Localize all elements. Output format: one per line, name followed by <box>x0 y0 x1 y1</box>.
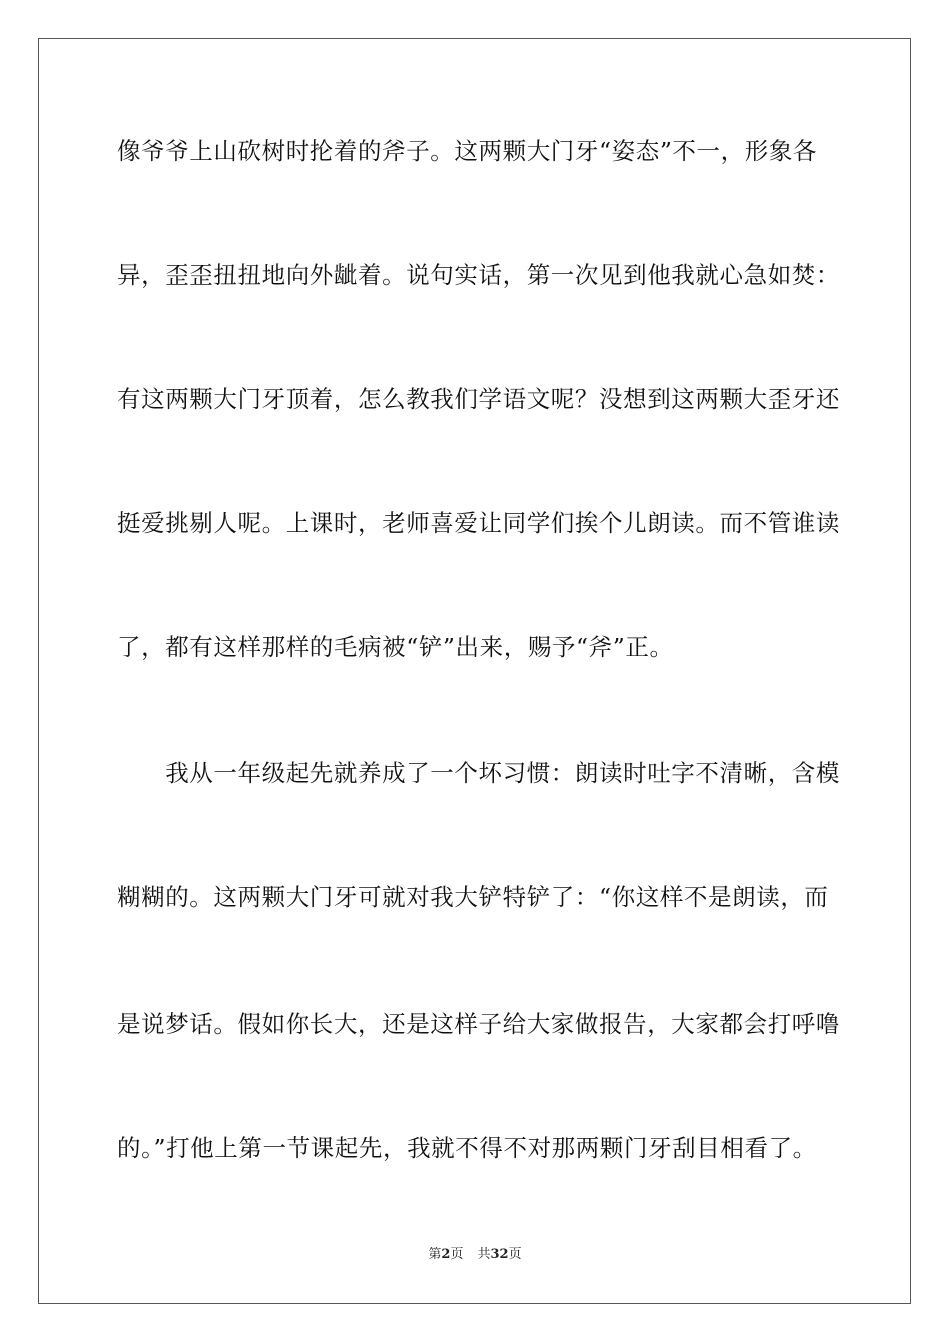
total-page-number: 32 <box>490 1247 509 1262</box>
page-footer <box>0 1246 950 1264</box>
page-suffix: 页 <box>450 1247 464 1262</box>
text-line-2: 异，歪歪扭扭地向外龇着。说句实话，第一次见到他我就心急如焚： <box>117 261 840 289</box>
text-line-4: 挺爱挑剔人呢。上课时，老师喜爱让同学们挨个儿朗读。而不管谁读 <box>117 509 840 537</box>
text-line-8: 是说梦话。假如你长大，还是这样子给大家做报告，大家都会打呼噜 <box>117 1010 840 1038</box>
page-border <box>38 38 911 1304</box>
text-line-5: 了，都有这样那样的毛病被“铲”出来，赐予“斧”正。 <box>117 633 674 661</box>
total-suffix: 页 <box>508 1247 522 1262</box>
total-prefix: 共 <box>477 1247 491 1262</box>
text-line-3: 有这两颗大门牙顶着，怎么教我们学语文呢？没想到这两颗大歪牙还 <box>117 385 840 413</box>
text-line-7: 糊糊的。这两颗大门牙可就对我大铲特铲了：“你这样不是朗读，而 <box>117 883 829 911</box>
text-line-1: 像爷爷上山砍树时抡着的斧子。这两颗大门牙“姿态”不一，形象各 <box>117 137 818 165</box>
text-line-6: 我从一年级起先就养成了一个坏习惯：朗读时吐字不清晰，含模 <box>117 759 840 787</box>
current-page-number: 2 <box>441 1247 451 1262</box>
text-line-9: 的。”打他上第一节课起先，我就不得不对那两颗门牙刮目相看了。 <box>117 1134 817 1162</box>
page-prefix: 第 <box>428 1247 442 1262</box>
